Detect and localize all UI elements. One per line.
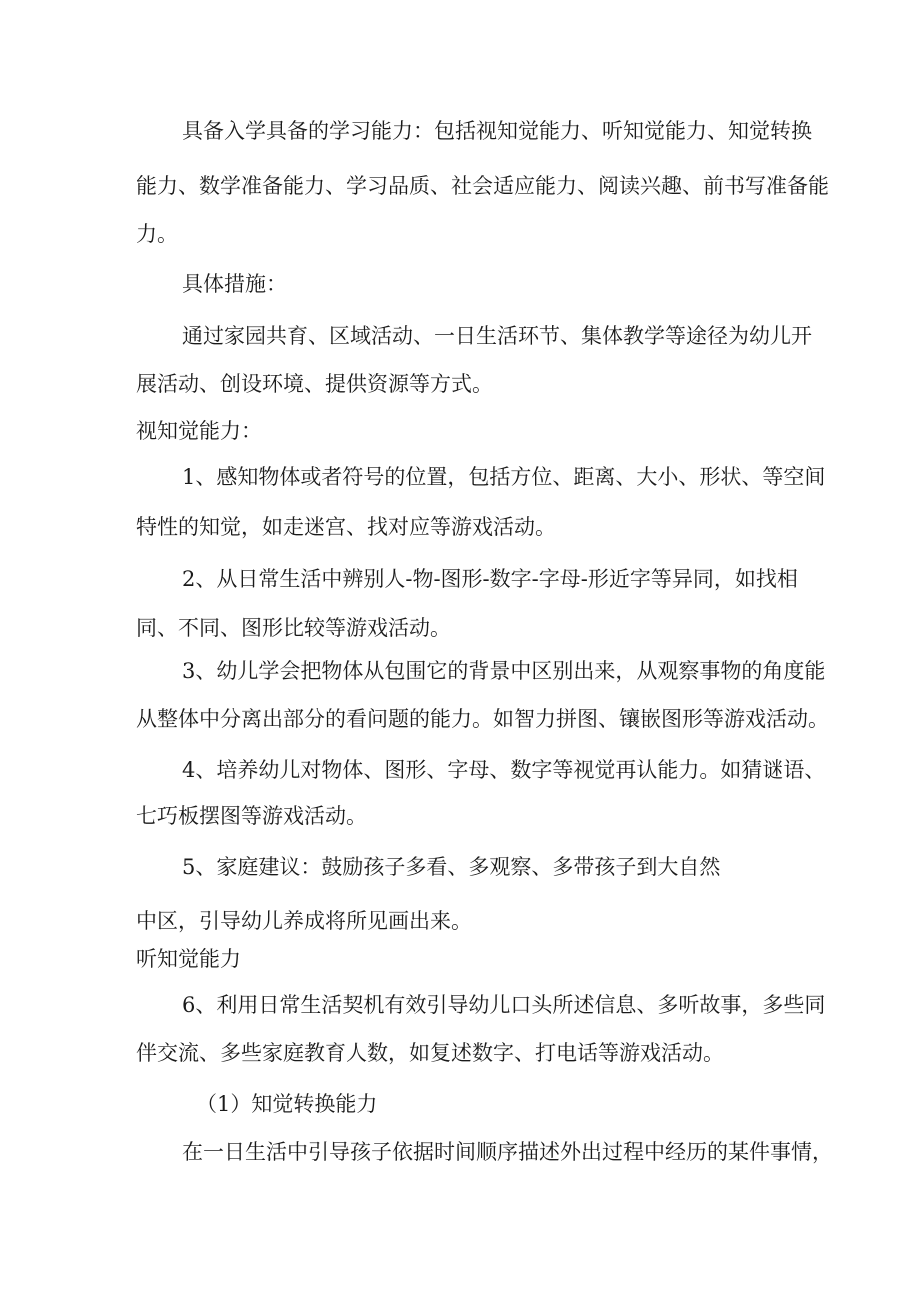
section-heading: 视知觉能力： (136, 419, 262, 443)
list-item: 5、家庭建议：鼓励孩子多看、多观察、多带孩子到大自然 (182, 855, 721, 879)
paragraph-line: 力。 (136, 222, 178, 246)
section-heading: 具体措施： (182, 272, 287, 296)
subsection-heading: （1）知觉转换能力 (196, 1092, 378, 1116)
paragraph-line: 伴交流、多些家庭教育人数，如复述数字、打电话等游戏活动。 (136, 1041, 724, 1065)
paragraph-line: 从整体中分离出部分的看问题的能力。如智力拼图、镶嵌图形等游戏活动。 (136, 707, 829, 731)
paragraph-line: 特性的知觉，如走迷宫、找对应等游戏活动。 (136, 515, 556, 539)
paragraph-line: 能力、数学准备能力、学习品质、社会适应能力、阅读兴趣、前书写准备能 (136, 174, 829, 198)
list-item: 6、利用日常生活契机有效引导幼儿口头所述信息、多听故事，多些同 (182, 993, 826, 1017)
list-item: 2、从日常生活中辨别人-物-图形-数字-字母-形近字等异同，如找相 (182, 567, 798, 591)
paragraph-line: 在一日生活中引导孩子依据时间顺序描述外出过程中经历的某件事情， (182, 1140, 833, 1164)
section-heading: 听知觉能力 (136, 947, 241, 971)
paragraph-line: 中区，引导幼儿养成将所见画出来。 (136, 909, 472, 933)
paragraph-line: 具备入学具备的学习能力：包括视知觉能力、听知觉能力、知觉转换 (182, 119, 812, 143)
list-item: 1、感知物体或者符号的位置，包括方位、距离、大小、形状、等空间 (182, 465, 826, 489)
list-item: 3、幼儿学会把物体从包围它的背景中区别出来，从观察事物的角度能 (182, 659, 826, 683)
list-item: 4、培养幼儿对物体、图形、字母、数字等视觉再认能力。如猜谜语、 (182, 758, 826, 782)
paragraph-line: 七巧板摆图等游戏活动。 (136, 804, 367, 828)
paragraph-line: 同、不同、图形比较等游戏活动。 (136, 616, 451, 640)
paragraph-line: 通过家园共育、区域活动、一日生活环节、集体教学等途径为幼儿开 (182, 324, 812, 348)
paragraph-line: 展活动、创设环境、提供资源等方式。 (136, 372, 493, 396)
